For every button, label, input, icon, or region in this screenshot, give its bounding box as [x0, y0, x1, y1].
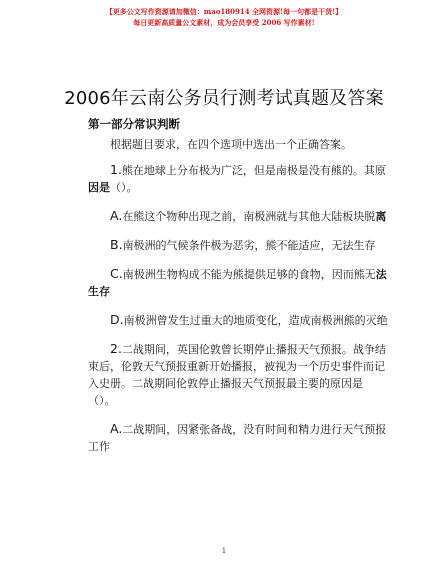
- option-letter: C.: [110, 266, 123, 281]
- option-text: 南极洲曾发生过重大的地质变化，造成南极洲熊的灭绝: [123, 314, 388, 327]
- promo-banner-line-2: 每日更新高质量公文素材，成为会员享受 2006 写作素材!: [133, 18, 315, 27]
- page-number: 1: [221, 547, 227, 555]
- option-text: 南极洲生物构成不能为熊提供足够的食物，因而熊无: [122, 268, 376, 281]
- question-1-number: 1.: [110, 162, 122, 177]
- option-text: 在熊这个物种出现之前，南极洲就与其他大陆板块脱: [122, 210, 376, 223]
- promo-banner-line-1: 【更多公文写作资源请加微信：mao180914 全网资源!每一句都是干货!】: [105, 7, 343, 16]
- section-heading: 第一部分常识判断: [88, 117, 180, 131]
- promo-banner: [0, 6, 448, 28]
- question-1-option-d: [88, 311, 388, 329]
- option-text: 南极洲的气候条件极为恶劣，熊不能适应，无法生存: [122, 239, 376, 252]
- option-text: 二战期间，因紧张备战，没有时间和精力进行天气预报工作: [88, 423, 387, 453]
- question-1-stem: [88, 161, 388, 196]
- question-2-stem: [88, 340, 388, 409]
- option-letter: D.: [110, 312, 124, 327]
- question-2-option-a: [88, 420, 388, 455]
- question-2-text: 二战期间，英国伦敦曾长期停止播报天气预报。战争结束后，伦敦天气预报重新开始播报，被视为一个历史事件而记入史册。二战期间伦敦停止播报天气预报最主要的原因是（）。: [88, 343, 386, 407]
- question-1-text-bold: 因是: [88, 181, 110, 194]
- option-letter: B.: [110, 237, 123, 252]
- option-letter: A.: [110, 421, 123, 436]
- document-title: 2006年云南公务员行测考试真题及答案: [64, 88, 384, 109]
- option-letter: A.: [110, 208, 123, 223]
- option-text-bold: 离: [375, 210, 387, 223]
- question-1-text-end: （）。: [110, 181, 138, 194]
- question-1-option-c: [88, 265, 388, 300]
- question-2-number: 2.: [110, 341, 122, 356]
- option-text-bold: 法生存: [88, 268, 387, 298]
- document-body: [88, 136, 388, 466]
- question-1-text: 熊在地球上分布极为广泛，但是南极是没有熊的。其原: [121, 164, 386, 177]
- instruction-text: 根据题目要求，在四个选项中选出一个正确答案。: [110, 138, 352, 151]
- question-1-option-a: [88, 207, 388, 225]
- question-1-option-b: [88, 236, 388, 254]
